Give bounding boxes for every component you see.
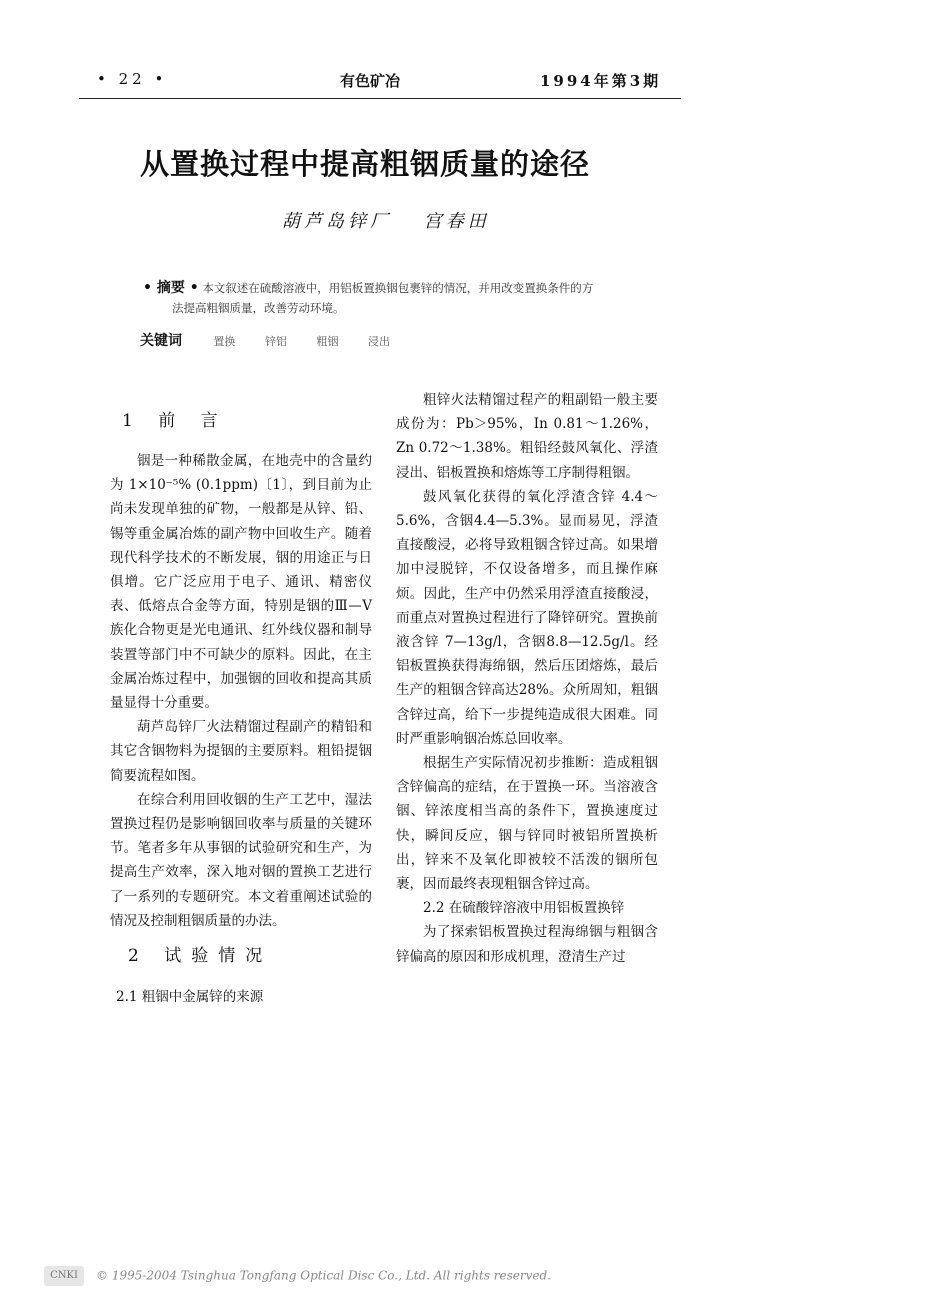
paragraph: 为了探索铝板置换过程海绵铟与粗铟含锌偏高的原因和形成机理，澄清生产过 [396,924,658,965]
paragraph: 根据生产实际情况初步推断：造成粗铟含锌偏高的症结，在于置换一环。当溶液含铟、锌浓度相当高的条件下，置换速度过快，瞬间反应，铟与锌同时被铝所置换析出，锌来不及氧化即被较不活泼的铟所包裹，因而最终表现粗铟含锌过高。 [396,755,658,893]
abstract-line-1: 本文叙述在硫酸溶液中，用铝板置换铟包裹锌的情况，并用改变置换条件的方 [202,281,594,295]
page-number: • 22 • [97,70,168,88]
abstract-line-2: 法提高粗铟质量，改善劳动环境。 [172,301,345,315]
article-title: 从置换过程中提高粗铟质量的途径 [140,147,591,181]
keyword: 粗铟 [316,335,339,348]
paragraph: 鼓风氧化获得的氧化浮渣含锌 4.4～5.6%，含铟4.4—5.3%。显而易见，浮渣直接酸浸，必将导致粗铟含锌过高。如果增加中浸脱锌，不仅设备增多，而且操作麻烦。因此，生产中仍然采用浮渣直接酸浸，而重点对置换过程进行了降锌研究。置换前液含锌 7—13g/l，含铟8.8—12.5g/l。经铝板置换获得海绵铟，然后压团熔炼，最后生产的粗铟含锌高达28%。众所周知，粗铟含锌过高，给下一步提纯造成很大困难。同时严重影响铟冶炼总回收率。 [396,488,658,747]
subsection-2-1-heading: 2.1 粗铟中金属锌的来源 [116,989,264,1005]
copyright-footer [44,1266,551,1286]
article-authors: 葫芦岛锌厂 宫春田 [282,211,490,232]
section-1-heading: 1 前 言 [122,411,228,431]
cnki-logo: CNKI [44,1266,84,1286]
left-column [110,449,372,933]
right-column [396,388,658,969]
subsection-2-2-heading: 2.2 在硫酸锌溶液中用铝板置换锌 [423,900,625,917]
section-2-heading: 2 试验情况 [128,946,273,966]
paragraph: 粗锌火法精馏过程产的粗副铅一般主要成份为：Pb＞95%，In 0.81～1.26%，Zn 0.72～1.38%。粗铅经鼓风氧化、浮渣浸出、铝板置换和熔炼等工序制得粗铟。 [396,392,658,481]
keywords-label: 关键词 [140,333,182,349]
abstract [143,278,643,318]
journal-name: 有色矿冶 [340,72,401,90]
paragraph: 铟是一种稀散金属，在地壳中的含量约为 1×10⁻⁵% (0.1ppm)〔1〕，到目前为止尚未发现单独的矿物，一般都是从锌、铅、锡等重金属冶炼的副产物中回收生产。随着现代科学技术的不断发展，铟的用途正与日俱增。它广泛应用于电子、通讯、精密仪表、低熔点合金等方面，特别是铟的Ⅲ—Ⅴ族化合物更是光电通讯、红外线仪器和制导装置等部门中不可缺少的原料。因此，在主金属冶炼过程中，加强铟的回收和提高其质量显得十分重要。 [110,453,372,712]
header-rule [79,98,681,99]
keyword: 置换 [213,335,236,348]
issue-number: 1994年第3期 [540,72,662,90]
copyright-text: © 1995-2004 Tsinghua Tongfang Optical Disc Co., Ltd. All rights reserved. [96,1268,551,1283]
abstract-label: • 摘要 • [143,280,199,296]
keyword: 锌铝 [265,335,287,348]
paragraph: 葫芦岛锌厂火法精馏过程副产的精铅和其它含铟物料为提铟的主要原料。粗铅提铟简要流程如图。 [110,719,372,784]
paragraph: 在综合利用回收铟的生产工艺中，湿法置换过程仍是影响铟回收率与质量的关键环节。笔者多年从事铟的试验研究和生产，为提高生产效率，深入地对铟的置换工艺进行了一系列的专题研究。本文着重阐述试验的情况及控制粗铟质量的办法。 [110,791,372,929]
keyword: 浸出 [368,335,390,348]
keywords [140,330,416,350]
